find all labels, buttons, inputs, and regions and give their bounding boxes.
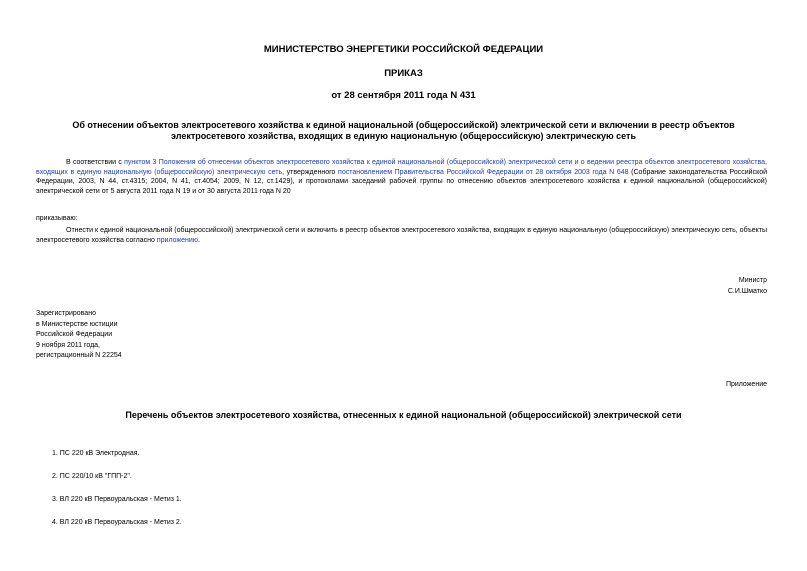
list-item: 3. ВЛ 220 кВ Первоуральская - Метиз 1. bbox=[52, 496, 182, 503]
list-item: 1. ПС 220 кВ Электродная. bbox=[52, 450, 140, 457]
registration-line: Российской Федерации bbox=[36, 331, 113, 338]
order-text-2: . bbox=[198, 236, 201, 244]
registration-line: регистрационный N 22254 bbox=[36, 352, 122, 359]
appendix-link[interactable]: приложению bbox=[156, 236, 199, 244]
signer-name: С.И.Шматко bbox=[727, 288, 767, 295]
document-title: Об отнесении объектов электросетевого хозяйства к единой национальной (общероссийской) электрической сети и включении в реестр объектов электросетевого хозяйства, входящих в единую национальную (общероссийскую) электрическую сеть bbox=[72, 120, 735, 141]
registration-block bbox=[36, 309, 122, 362]
order-paragraph bbox=[36, 226, 767, 245]
registration-line: 9 ноября 2011 года, bbox=[36, 341, 101, 349]
signer-position: Министр bbox=[738, 277, 767, 284]
appendix-title: Перечень объектов электросетевого хозяйства, отнесенных к единой национальной (общероссийской) электрической сети bbox=[125, 410, 682, 420]
order-text-1: Отнести к единой национальной (общероссийской) электрической сети и включить в реестр объектов электросетевого хозяйства, входящих в единую национальную (общероссийскую) электрическую сеть, объекты электросетевого хозяйства согласно bbox=[36, 227, 767, 244]
ministry-heading: МИНИСТЕРСТВО ЭНЕРГЕТИКИ РОССИЙСКОЙ ФЕДЕРАЦИИ bbox=[263, 44, 544, 55]
regulation-link[interactable]: пунктом 3 Положения об отнесении объектов электросетевого хозяйства к единой национальной (общероссийской) электрической сети и о ведении реестра объектов электросетевого хозяйства, входящих в единую национальную (общероссийскую) электрическую сеть bbox=[36, 159, 767, 176]
list-item: 2. ПС 220/10 кВ "ГПП-2". bbox=[52, 473, 132, 480]
order-date: от 28 сентября 2011 года N 431 bbox=[331, 90, 476, 101]
preamble-text-3: (Собрание законодательства Российской Федерации, 2003, N 44, ст.4315; 2004, N 41, ст.4054; 2009, N 12, ст.1429), и протоколами заседаний рабочей группы по отнесению объектов электросетевого хозяйства к единой национальной (общероссийской) электрической сети от 5 августа 2011 года N 19 и от 30 августа 2011 года N 20 bbox=[36, 168, 768, 195]
preamble-text-1: В соответствии с bbox=[66, 159, 125, 166]
order-word: приказываю: bbox=[36, 215, 78, 222]
preamble-text-2: , утвержденного bbox=[282, 168, 339, 176]
order-heading: ПРИКАЗ bbox=[384, 68, 423, 79]
preamble-paragraph bbox=[36, 158, 767, 196]
registration-line: в Министерстве юстиции bbox=[36, 320, 118, 328]
list-item: 4. ВЛ 220 кВ Первоуральская - Метиз 2. bbox=[52, 519, 182, 526]
resolution-link[interactable]: постановлением Правительства Российской Федерации от 28 октября 2003 года N 648 bbox=[338, 168, 629, 176]
appendix-label: Приложение bbox=[725, 381, 767, 388]
registration-line: Зарегистрировано bbox=[36, 310, 96, 317]
